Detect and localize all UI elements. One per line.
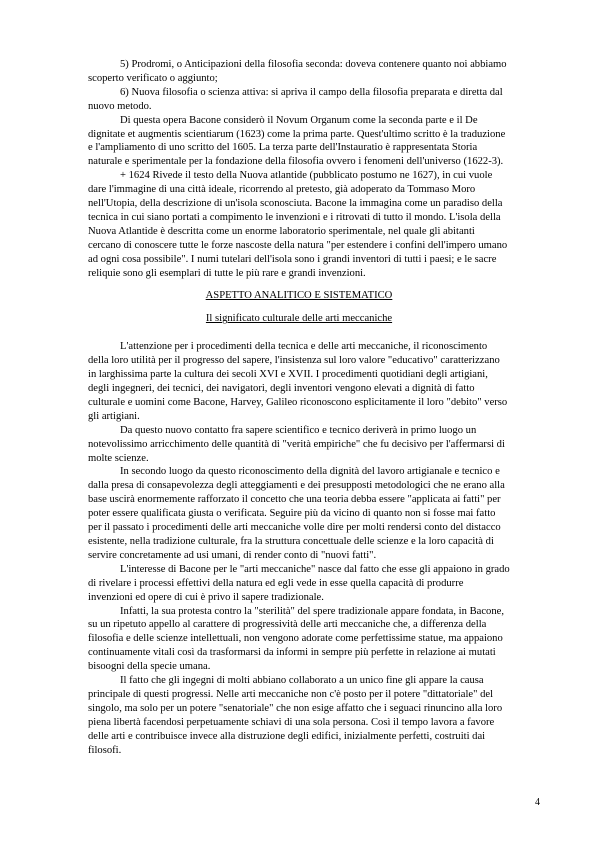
paragraph-nuova-filosofia: 6) Nuova filosofia o scienza attiva: si apriva il campo della filosofia preparata e diretta dal nuovo metodo. <box>88 86 503 112</box>
paragraph-secondo-luogo: In secondo luogo da questo riconoscimento della dignità del lavoro artigianale e tecnico e dalla presa di consapevolezza degli atteggiamenti e dei presupposti metodologici che ne erano alla base uscirà enormemente rafforzato il concetto che una teoria debba essere "applicata ai fatti" per poter essere qualificata giusta o verificata. Seguire più da vicino di quanto non si fosse mai fatto per il passato i procedimenti delle arti meccaniche volle dire per molti rendersi conto del distacco esistente, nella tradizione culturale, fra la struttura concettuale delle scienze e la loro capacità di servire concretamente ad usi umani, di render conto di "nuovi fatti". <box>88 466 505 561</box>
subsection-heading: Il significato culturale delle arti meccaniche <box>205 313 393 325</box>
paragraph-novum-organum: Di questa opera Bacone considerò il Novum Organum come la seconda parte e il De dignitate et augmentis scientiarum (1623) come la prima parte. Quest'ultimo scritto è la traduzione e l'ampliamento di uno scritto del 1605. La terza parte dell'Instauratio è rappresentata Storia naturale e sperimentale per la fondazione della filosofia ovvero i fenomeni dell'universo (1622-3). <box>88 114 506 168</box>
section-heading: ASPETTO ANALITICO E SISTEMATICO <box>205 289 393 301</box>
paragraph-prodromi: 5) Prodromi, o Anticipazioni della filosofia seconda: doveva contenere quanto noi abbiamo scoperto verificato o aggiunto; <box>88 59 507 84</box>
paragraph-attenzione: L'attenzione per i procedimenti della tecnica e delle arti meccaniche, il riconoscimento della loro utilità per il progresso del sapere, l'insistenza sul loro valore "educativo" caratterizzano in larghissima parte la cultura dei secoli XVI e XVII. I procedimenti quotidiani degli artigiani, degli ingegneri, dei tecnici, dei navigatori, degli inventori vengono elevati a dignità di fatto culturale e uomini come Bacone, Harvey, Galileo riconoscono esplicitamente il loro "debito" verso gli artigiani. <box>88 341 508 422</box>
paragraph-sterilita: Infatti, la sua protesta contro la "sterilità" del spere tradizionale appare fondata, in Bacone, su un ripetuto appello al carattere di progressività delle arti meccaniche che, a differenza della filosofia e delle scienze intellettuali, non vengono adorate come perfettissime statue, ma appaiono continuamente vitali così da trasformarsi da informi in sempre più perfette in relazione ai mutati bisoogni della specie umana. <box>88 605 504 673</box>
paragraph-nuovo-contatto: Da questo nuovo contatto fra sapere scientifico e tecnico deriverà in primo luogo un notevolissimo arricchimento delle quantità di "verità empiriche" che fu decisivo per l'affermarsi di molte scienze. <box>88 424 505 464</box>
page-number: 4 <box>535 797 540 808</box>
paragraph-interesse-bacone: L'interesse di Bacone per le "arti meccaniche" nasce dal fatto che esse gli appaiono in grado di rivelare i processi effettivi della natura ed egli vede in esse quella capacità di produrre invenzioni ed opere di cui è privo il sapere tradizionale. <box>88 563 510 603</box>
page-body <box>88 58 510 758</box>
paragraph-ingegni: Il fatto che gli ingegni di molti abbiano collaborato a un unico fine gli appare la causa principale di questi progressi. Nelle arti meccaniche non c'è posto per il potere "dittatoriale" del singolo, ma solo per un potere "senatoriale" che non esige affatto che i seguaci rinuncino alla loro piena libertà facendosi perpetuamente schiavi di una sola persona. Così il tempo lavora a favore delle arti e contribuisce invece alla distruzione degli edifici, inizialmente perfetti, costruiti dai filosofi. <box>88 675 503 756</box>
paragraph-nuova-atlantide: + 1624 Rivede il testo della Nuova atlantide (pubblicato postumo ne 1627), in cui vuole dare l'immagine di una città ideale, ricorrendo al pretesto, già adoperato da Tommaso Moro nell'Utopia, della descrizione di un'isola sconosciuta. Bacone la immagina come un paradiso della tecnica in cui siano portati a compimento le invenzioni e i ritrovati di tutto il mondo. L'isola della Nuova Atlantide è descritta come un enorme laboratorio sperimentale, nel quale gli abitanti cercano di conoscere tutte le forze nascoste della natura "per estendere i confini dell'impero umano ad ogni cosa possibile". I numi tutelari dell'isola sono i grandi inventori di tutti i paesi; e le sacre reliquie sono gli esemplari di tutte le più rare e grandi invenzioni. <box>88 170 508 279</box>
